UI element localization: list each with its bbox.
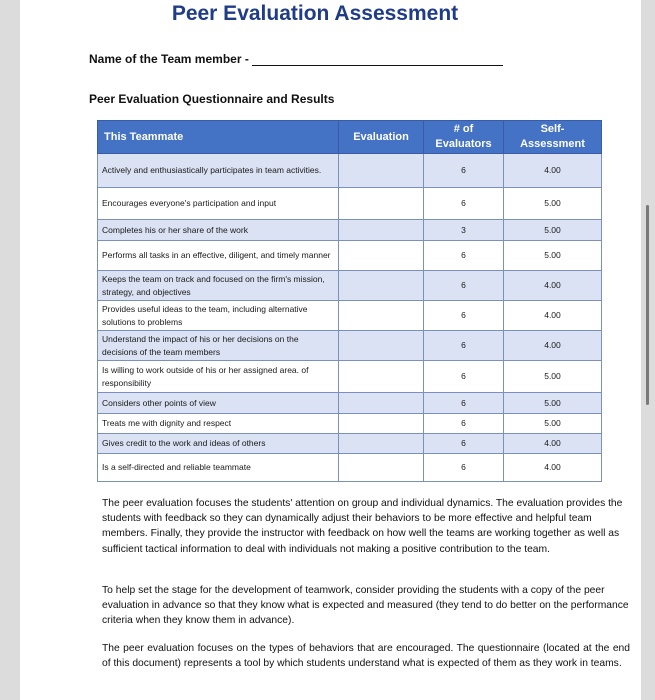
paragraph-1: The peer evaluation focuses the students' attention on group and individual dynamics. The evaluation provides the students with feedback so they can dynamically adjust their behaviors to be more effective and helpful team members. Finally, they provide the instructor with feedback on how well the teams are working together as well as sufficient tactical information to deal with individuals not making a positive contribution to the team. [102, 498, 623, 555]
section-heading: Peer Evaluation Questionnaire and Results [89, 92, 335, 106]
row-self-assessment: 5.00 [504, 188, 602, 220]
row-item: Treats me with dignity and respect [98, 414, 339, 434]
row-evaluation [339, 301, 424, 331]
row-self-assessment: 4.00 [504, 434, 602, 454]
row-evaluation [339, 271, 424, 301]
row-evaluation [339, 220, 424, 241]
row-evaluators: 6 [424, 301, 504, 331]
document-page [20, 0, 641, 700]
row-item: Considers other points of view [98, 393, 339, 414]
header-self-line1: Self- [540, 123, 565, 136]
table-header-row [98, 121, 602, 154]
row-evaluators: 6 [424, 414, 504, 434]
table-row [98, 241, 602, 271]
header-num-evaluators [424, 121, 504, 154]
row-item: Completes his or her share of the work [98, 220, 339, 241]
row-evaluators: 6 [424, 361, 504, 393]
team-member-name-line [89, 52, 503, 66]
row-evaluation [339, 241, 424, 271]
row-item: Actively and enthusiastically participates in team activities. [98, 154, 339, 188]
header-evaluation: Evaluation [339, 121, 424, 154]
header-this-teammate: This Teammate [98, 121, 339, 154]
page-title: Peer Evaluation Assessment [171, 2, 459, 25]
table-row [98, 454, 602, 482]
row-evaluators: 6 [424, 393, 504, 414]
paragraph-2: To help set the stage for the development of teamwork, consider providing the students with a copy of the peer evaluation in advance so that they know what is expected and measured (they tend to do better on the performance criteria when they know them in advance). [102, 585, 629, 627]
table-row [98, 393, 602, 414]
paragraph-3: The peer evaluation focuses on the types of behaviors that are encouraged. The questionnaire (located at the end of this document) represents a tool by which students understand what is expected of them as they work in teams. [102, 643, 630, 670]
row-item: Performs all tasks in an effective, diligent, and timely manner [98, 241, 339, 271]
table-row [98, 414, 602, 434]
row-item: Understand the impact of his or her decisions on the decisions of the team members [98, 331, 339, 361]
table-row [98, 301, 602, 331]
name-label: Name of the Team member - [89, 52, 249, 66]
row-evaluators: 3 [424, 220, 504, 241]
row-evaluators: 6 [424, 241, 504, 271]
name-blank-field [252, 55, 503, 66]
row-evaluators: 6 [424, 154, 504, 188]
row-self-assessment: 5.00 [504, 241, 602, 271]
vertical-scrollbar[interactable] [646, 205, 649, 405]
row-evaluators: 6 [424, 188, 504, 220]
row-evaluation [339, 361, 424, 393]
row-self-assessment: 4.00 [504, 454, 602, 482]
row-evaluators: 6 [424, 271, 504, 301]
row-self-assessment: 4.00 [504, 154, 602, 188]
row-item: Gives credit to the work and ideas of others [98, 434, 339, 454]
header-self-line2: Assessment [520, 138, 585, 150]
table-row [98, 434, 602, 454]
table-row [98, 220, 602, 241]
peer-evaluation-table [97, 120, 602, 482]
row-evaluation [339, 454, 424, 482]
row-evaluation [339, 331, 424, 361]
row-item: Is a self-directed and reliable teammate [98, 454, 339, 482]
table-row [98, 188, 602, 220]
row-item: Encourages everyone's participation and input [98, 188, 339, 220]
row-item: Is willing to work outside of his or her assigned area. of responsibility [98, 361, 339, 393]
row-self-assessment: 4.00 [504, 331, 602, 361]
row-item: Keeps the team on track and focused on the firm's mission, strategy, and objectives [98, 271, 339, 301]
table-row [98, 361, 602, 393]
row-self-assessment: 5.00 [504, 393, 602, 414]
table-row [98, 154, 602, 188]
row-evaluation [339, 154, 424, 188]
row-self-assessment: 5.00 [504, 220, 602, 241]
row-evaluation [339, 188, 424, 220]
row-evaluation [339, 434, 424, 454]
row-evaluators: 6 [424, 331, 504, 361]
row-evaluators: 6 [424, 454, 504, 482]
row-evaluation [339, 393, 424, 414]
table-row [98, 331, 602, 361]
row-self-assessment: 5.00 [504, 414, 602, 434]
table-row [98, 271, 602, 301]
row-item: Provides useful ideas to the team, including alternative solutions to problems [98, 301, 339, 331]
header-evaluators-line2: Evaluators [435, 138, 492, 150]
row-self-assessment: 4.00 [504, 271, 602, 301]
header-self-assessment [504, 121, 602, 154]
row-evaluation [339, 414, 424, 434]
header-evaluators-line1: # of [453, 123, 474, 136]
row-self-assessment: 4.00 [504, 301, 602, 331]
row-evaluators: 6 [424, 434, 504, 454]
row-self-assessment: 5.00 [504, 361, 602, 393]
